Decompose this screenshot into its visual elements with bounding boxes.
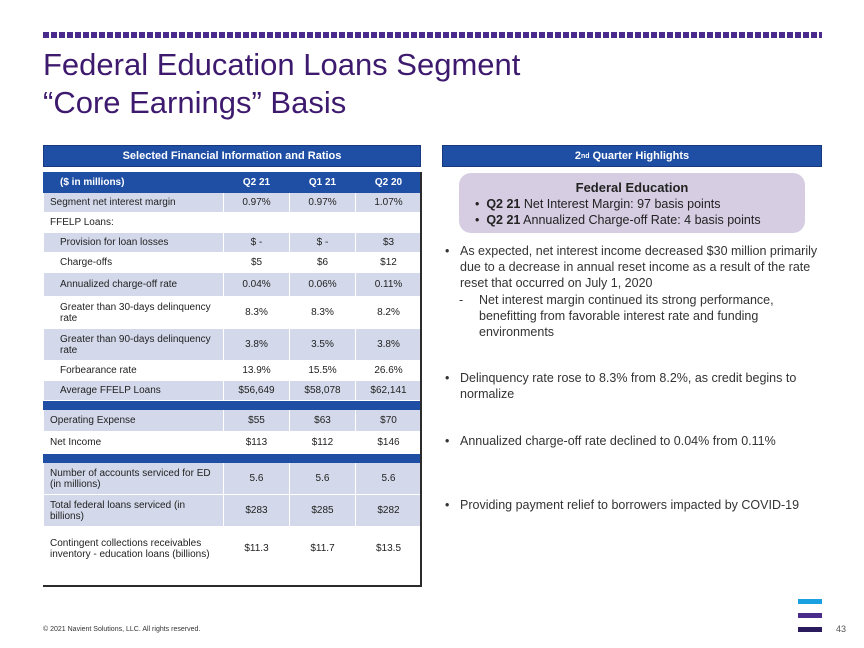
row-value: $ - [290, 233, 356, 253]
row-value: $70 [356, 410, 422, 432]
bullet-text: As expected, net interest income decreased $30 million primarily due to a decrease in annual reset income as a result of the rate reset that occurred on July 1, 2020 [460, 244, 818, 290]
federal-education-title: Federal Education [575, 180, 689, 195]
federal-item-bold: Q2 21 [486, 197, 521, 211]
row-value: 0.97% [224, 193, 290, 213]
highlights-header [442, 145, 822, 167]
table-right-border [420, 172, 422, 586]
row-label: Contingent collections receivables inventory - education loans (billions) [44, 527, 224, 571]
row-label: Greater than 30-days delinquency rate [44, 297, 224, 329]
row-value: $5 [224, 253, 290, 273]
bullet-dot: • [475, 213, 487, 227]
row-value: 1.07% [356, 193, 422, 213]
highlights-header-sup: nd [580, 152, 590, 160]
row-label: Segment net interest margin [44, 193, 224, 213]
table-row [44, 253, 422, 273]
federal-item [475, 197, 721, 211]
row-value: 26.6% [356, 361, 422, 381]
row-label: Charge-offs [44, 253, 224, 273]
row-value: 13.9% [224, 361, 290, 381]
logo-bar-bottom [798, 627, 822, 632]
table-row [44, 410, 422, 432]
row-value: $12 [356, 253, 422, 273]
row-label: Greater than 90-days delinquency rate [44, 329, 224, 361]
row-value: 3.8% [224, 329, 290, 361]
table-row [44, 193, 422, 213]
row-value: $146 [356, 432, 422, 454]
federal-item-text: Net Interest Margin: 97 basis points [520, 197, 721, 211]
table-bottom-border [43, 585, 422, 587]
sub-bullet [459, 292, 819, 340]
row-label: FFELP Loans: [44, 213, 224, 233]
row-value [356, 213, 422, 233]
financial-table [43, 172, 422, 571]
sub-bullet-text: Net interest margin continued its strong performance, benefitting from favorable interest rate and funding environments [479, 293, 774, 339]
row-value: 3.5% [290, 329, 356, 361]
financial-table-header: Selected Financial Information and Ratios [43, 145, 421, 167]
table-separator [44, 401, 422, 410]
logo-bar-top [798, 599, 822, 604]
bullet-dot: • [445, 434, 450, 448]
column-header: ($ in millions) [44, 173, 224, 193]
row-value: 5.6 [224, 463, 290, 495]
highlight-bullet [443, 370, 828, 402]
title-line-2: “Core Earnings” Basis [43, 85, 347, 120]
row-value: $113 [224, 432, 290, 454]
table-row [44, 361, 422, 381]
row-value: 3.8% [356, 329, 422, 361]
row-label: Average FFELP Loans [44, 381, 224, 401]
bullet-dot: • [475, 197, 487, 211]
table-row [44, 432, 422, 454]
column-header: Q2 21 [224, 173, 290, 193]
logo-bar-mid [798, 613, 822, 618]
table-separator [44, 454, 422, 463]
federal-education-box [459, 173, 805, 233]
row-value: $58,078 [290, 381, 356, 401]
highlight-bullet [443, 433, 828, 449]
table-row [44, 381, 422, 401]
row-value: $ - [224, 233, 290, 253]
row-value: 15.5% [290, 361, 356, 381]
row-value: $285 [290, 495, 356, 527]
row-label: Provision for loan losses [44, 233, 224, 253]
federal-item [475, 213, 761, 227]
row-value: $63 [290, 410, 356, 432]
bullet-text: Delinquency rate rose to 8.3% from 8.2%, as credit begins to normalize [460, 371, 797, 401]
top-dotted-bar [43, 32, 822, 38]
sub-bullet-dash: - [459, 293, 464, 307]
table-row [44, 233, 422, 253]
row-value: 0.97% [290, 193, 356, 213]
table-row [44, 463, 422, 495]
bullet-dot: • [445, 371, 450, 385]
navient-logo-icon [798, 599, 822, 635]
row-value [224, 213, 290, 233]
row-label: Total federal loans serviced (in billions) [44, 495, 224, 527]
row-value: 0.04% [224, 273, 290, 297]
highlights-header-prefix: 2 [574, 150, 581, 162]
federal-item-text: Annualized Charge-off Rate: 4 basis points [520, 213, 761, 227]
column-header: Q1 21 [290, 173, 356, 193]
row-label: Net Income [44, 432, 224, 454]
table-row [44, 213, 422, 233]
row-value: $62,141 [356, 381, 422, 401]
row-value: 0.11% [356, 273, 422, 297]
bullet-dot: • [445, 498, 450, 512]
row-value: $11.7 [290, 527, 356, 571]
table-row [44, 527, 422, 571]
row-value: 0.06% [290, 273, 356, 297]
row-value: 8.3% [290, 297, 356, 329]
row-value: $6 [290, 253, 356, 273]
highlights-header-suffix: Quarter Highlights [589, 150, 690, 162]
federal-item-bold: Q2 21 [486, 213, 521, 227]
table-row [44, 297, 422, 329]
page-number: 43 [836, 624, 847, 634]
page-title [43, 46, 520, 122]
table-header-row [44, 173, 422, 193]
row-value: $56,649 [224, 381, 290, 401]
table-row [44, 329, 422, 361]
row-value: $282 [356, 495, 422, 527]
table-row [44, 273, 422, 297]
row-value: $3 [356, 233, 422, 253]
row-label: Forbearance rate [44, 361, 224, 381]
row-value [290, 213, 356, 233]
row-label: Annualized charge-off rate [44, 273, 224, 297]
row-value: 5.6 [356, 463, 422, 495]
copyright-footer: © 2021 Navient Solutions, LLC. All rights reserved. [43, 626, 201, 633]
row-value: $55 [224, 410, 290, 432]
title-line-1: Federal Education Loans Segment [43, 47, 521, 82]
bullet-dot: • [445, 244, 450, 258]
highlight-bullet [443, 497, 828, 513]
row-label: Operating Expense [44, 410, 224, 432]
row-value: 8.2% [356, 297, 422, 329]
row-value: $112 [290, 432, 356, 454]
highlight-bullet [443, 243, 828, 291]
bullet-text: Providing payment relief to borrowers impacted by COVID-19 [460, 498, 800, 512]
row-value: 8.3% [224, 297, 290, 329]
column-header: Q2 20 [356, 173, 422, 193]
row-value: $283 [224, 495, 290, 527]
row-value: $13.5 [356, 527, 422, 571]
row-value: 5.6 [290, 463, 356, 495]
table-row [44, 495, 422, 527]
bullet-text: Annualized charge-off rate declined to 0.04% from 0.11% [460, 434, 776, 448]
row-label: Number of accounts serviced for ED (in millions) [44, 463, 224, 495]
row-value: $11.3 [224, 527, 290, 571]
